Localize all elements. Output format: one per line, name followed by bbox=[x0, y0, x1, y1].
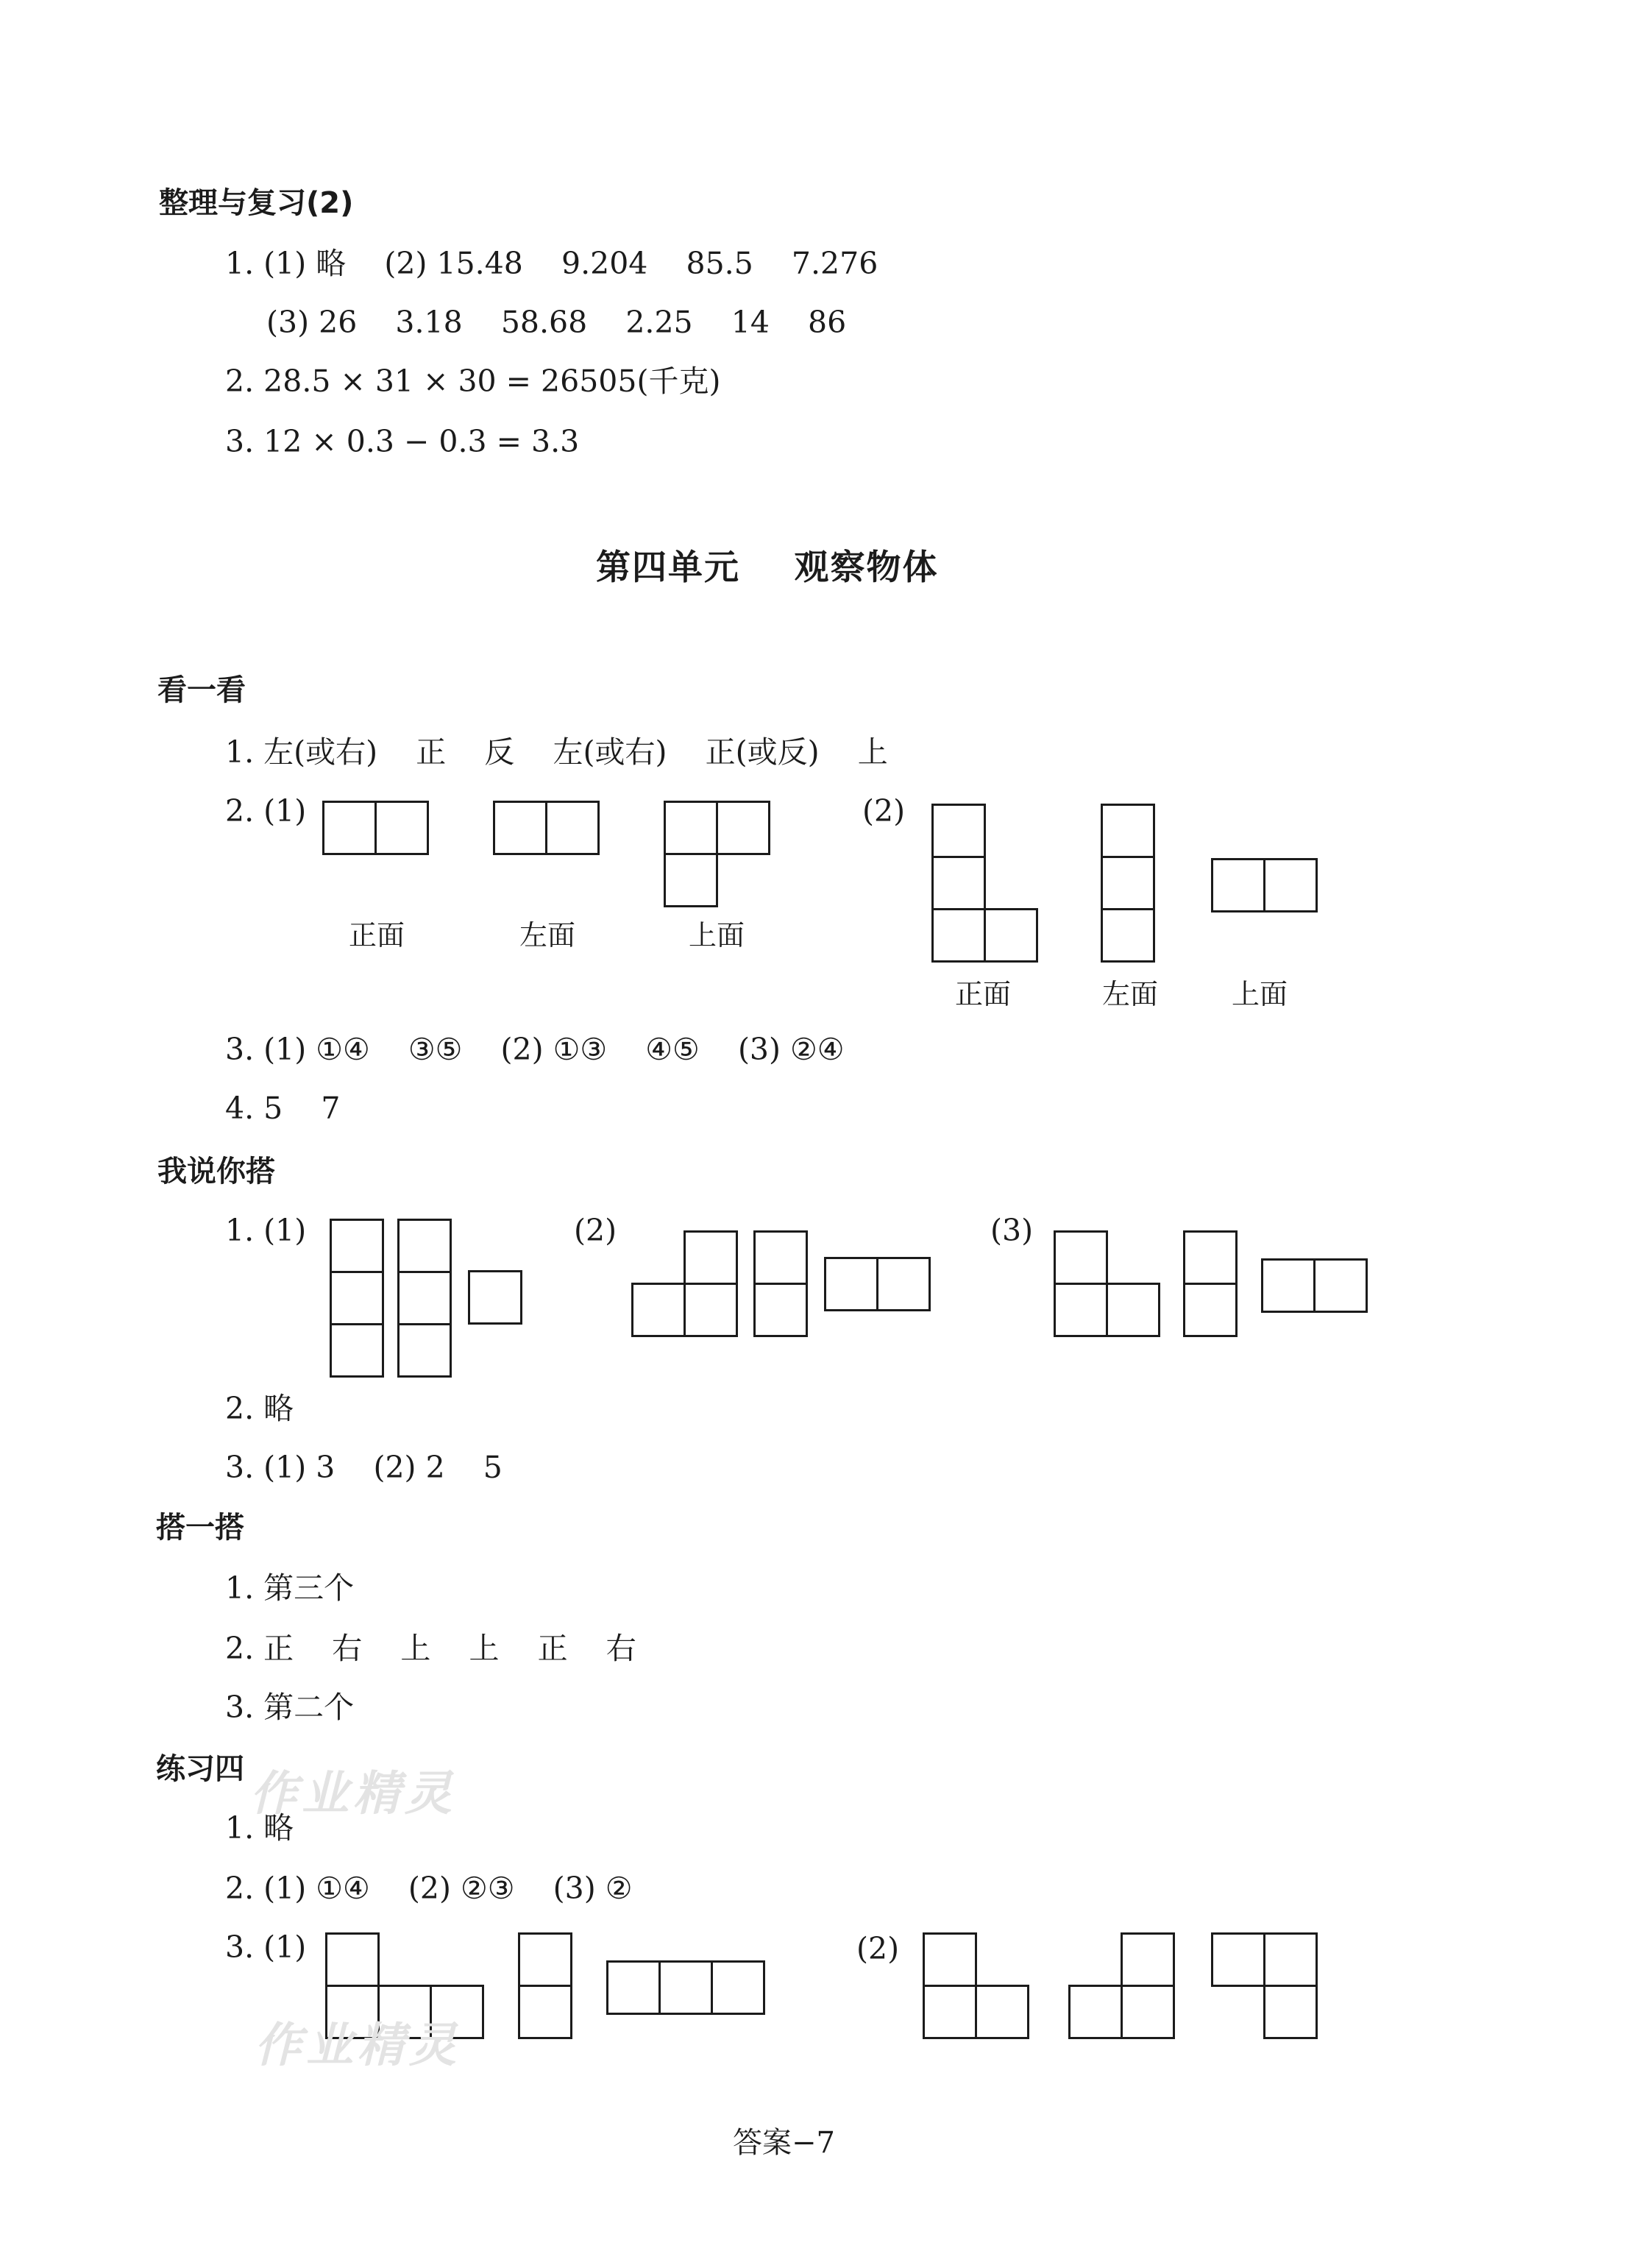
section-heading-stack: 搭一搭 bbox=[156, 1511, 244, 1545]
build-q2: 2. 略 bbox=[225, 1391, 294, 1426]
review-q3: 3. 12 × 0.3 − 0.3 = 3.3 bbox=[225, 424, 580, 459]
build-q1-sub2-label: (2) bbox=[574, 1213, 617, 1248]
review-q1-line2: (3) 26 3.18 58.68 2.25 14 86 bbox=[266, 305, 847, 340]
practice-q3-sub2-label: (2) bbox=[856, 1931, 900, 1966]
practice-q1: 1. 略 bbox=[225, 1810, 294, 1846]
stack-q2: 2. 正 右 上 上 正 右 bbox=[225, 1631, 636, 1666]
unit-title: 第四单元 观察物体 bbox=[596, 547, 939, 588]
view-label-front-1: 正面 bbox=[349, 919, 405, 952]
practice-q2: 2. (1) ①④ (2) ②③ (3) ② bbox=[225, 1871, 633, 1906]
look-q4: 4. 5 7 bbox=[225, 1091, 341, 1126]
page-footer: 答案−7 bbox=[733, 2126, 835, 2160]
section-heading-review: 整理与复习(2) bbox=[159, 186, 354, 220]
view-label-front-2: 正面 bbox=[955, 978, 1012, 1010]
review-q2: 2. 28.5 × 31 × 30 = 26505(千克) bbox=[225, 364, 721, 399]
stack-q3: 3. 第二个 bbox=[225, 1690, 355, 1725]
look-q3: 3. (1) ①④ ③⑤ (2) ①③ ④⑤ (3) ②④ bbox=[225, 1032, 845, 1067]
build-q1-sub3-label: (3) bbox=[990, 1213, 1034, 1248]
section-heading-build: 我说你搭 bbox=[157, 1155, 275, 1188]
build-q1-label: 1. (1) bbox=[225, 1213, 307, 1248]
look-q1: 1. 左(或右) 正 反 左(或右) 正(或反) 上 bbox=[225, 734, 888, 770]
section-heading-practice: 练习四 bbox=[156, 1752, 244, 1786]
review-q1-line1: 1. (1) 略 (2) 15.48 9.204 85.5 7.276 bbox=[225, 246, 878, 281]
section-heading-look: 看一看 bbox=[157, 673, 246, 707]
view-label-top-2: 上面 bbox=[1232, 978, 1288, 1010]
look-q2-label: 2. (1) bbox=[225, 793, 307, 829]
view-label-left-1: 左面 bbox=[519, 919, 576, 952]
build-q3: 3. (1) 3 (2) 2 5 bbox=[225, 1450, 503, 1485]
view-label-top-1: 上面 bbox=[689, 919, 745, 952]
look-q2-sub2-label: (2) bbox=[862, 793, 906, 829]
practice-q3-label: 3. (1) bbox=[225, 1929, 307, 1965]
watermark-upper: 作业精灵 bbox=[250, 1767, 456, 1821]
watermark-lower: 作业精灵 bbox=[255, 2019, 461, 2073]
stack-q1: 1. 第三个 bbox=[225, 1570, 355, 1606]
view-label-left-2: 左面 bbox=[1102, 978, 1159, 1010]
